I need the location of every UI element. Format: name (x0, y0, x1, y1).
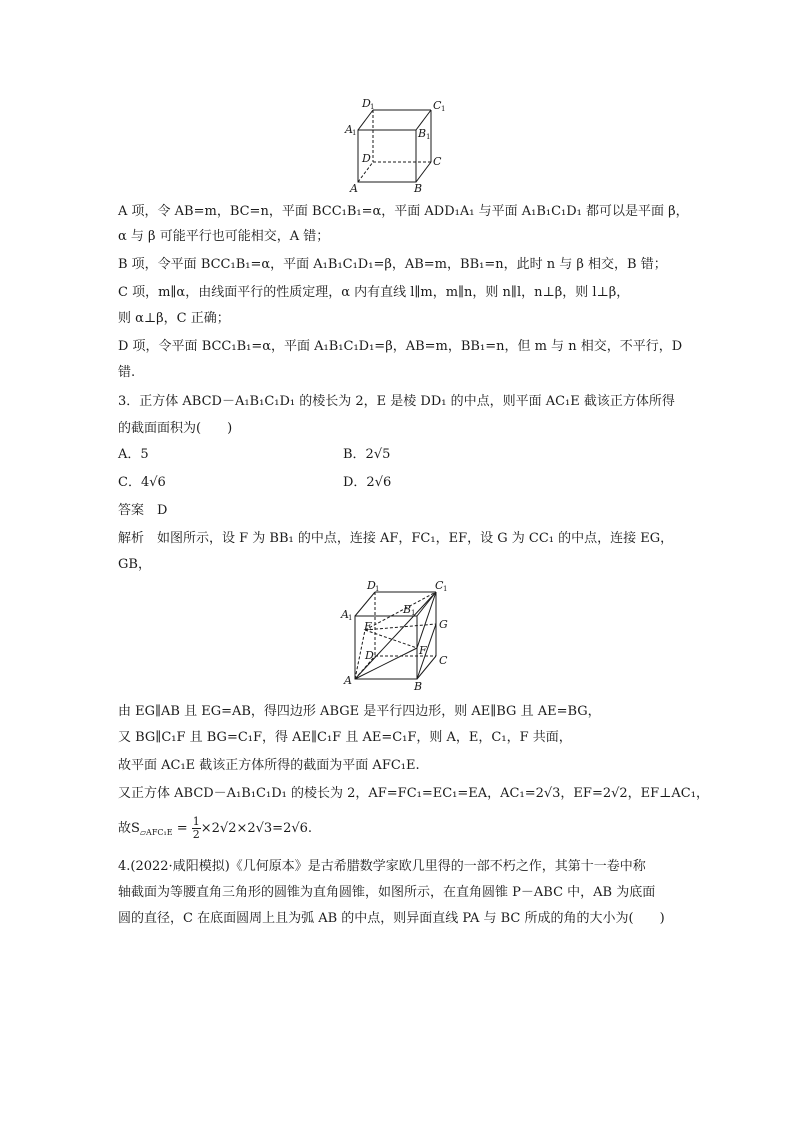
figure-box (340, 95, 460, 195)
explanation-line-1: 解析 如图所示，设 F 为 BB₁ 的中点，连接 AF，FC₁，EF，设 G 为 CC₁ 的中点，连接 EG， (118, 531, 674, 546)
question4-line-1: 4.(2022·咸阳模拟)《几何原本》是古希腊数学家欧几里得的一部不朽之作，其第十一卷中称 (118, 859, 646, 874)
label2-d: D (365, 649, 374, 662)
label2-c1: C (435, 579, 444, 592)
label2-a1: A (341, 608, 349, 621)
svg-text:1: 1 (441, 105, 446, 113)
option-a: A．5 (118, 447, 149, 462)
option-d: D．2√6 (343, 475, 392, 490)
analysis-line-4: C 项，m∥α，由线面平行的性质定理，α 内有直线 l∥m，m∥n，则 n∥l，n⊥β，则 l⊥β， (118, 285, 630, 300)
label-c1: C (433, 99, 442, 112)
explanation-line-2: GB， (118, 557, 151, 572)
analysis-line-5: 则 α⊥β，C 正确； (118, 311, 230, 326)
label-b: B (414, 182, 423, 195)
solution-line-2: 又 BG∥C₁F 且 BG=C₁F，得 AE∥C₁F 且 AE=C₁F，则 A，E，C₁，F 共面， (118, 730, 572, 745)
label-a1: A (345, 123, 353, 136)
label2-f: F (419, 644, 427, 657)
question3-stem-2: 的截面面积为( ) (118, 421, 233, 436)
label2-g: G (439, 618, 448, 631)
analysis-line-6: D 项，令平面 BCC₁B₁=α，平面 A₁B₁C₁D₁=β，AB=m，BB₁=n，但 m 与 n 相交，不平行，D (118, 339, 683, 354)
solution-line-5: 故$S_{▱AFC_1E}$ = $\frac{1}{2}$ ×2√2×2√3=2√6. (118, 815, 313, 841)
question4-line-3: 圆的直径，C 在底面圆周上且为弧 AB 的中点，则异面直线 PA 与 BC 所成的角的大小为( ) (118, 911, 665, 926)
svg-text:1: 1 (370, 103, 375, 111)
analysis-line-2: α 与 β 可能平行也可能相交，A 错； (118, 229, 330, 244)
solution-line-4: 又正方体 ABCD－A₁B₁C₁D₁ 的棱长为 2，AF=FC₁=EC₁=EA，AC₁=2√3，EF=2√2，EF⊥AC₁， (118, 786, 709, 801)
label2-b1: B (403, 603, 412, 616)
label2-d1: D (367, 579, 376, 592)
svg-text:1: 1 (411, 609, 416, 617)
label-d1: D (362, 97, 371, 110)
label2-a: A (344, 674, 352, 687)
label2-e: E (364, 620, 373, 633)
analysis-line-7: 错. (118, 365, 136, 380)
analysis-line-3: B 项，令平面 BCC₁B₁=α，平面 A₁B₁C₁D₁=β，AB=m，BB₁=n，此时 n 与 β 相交，B 错； (118, 257, 667, 272)
svg-text:1: 1 (426, 133, 431, 141)
question3-stem-1: 3．正方体 ABCD－A₁B₁C₁D₁ 的棱长为 2，E 是棱 DD₁ 的中点，则平面 AC₁E 截该正方体所得 (118, 394, 675, 409)
solution-line-1: 由 EG∥AB 且 EG=AB，得四边形 ABGE 是平行四边形，则 AE∥BG 且 AE=BG， (118, 704, 601, 719)
option-b: B．2√5 (343, 447, 391, 462)
svg-text:1: 1 (348, 614, 353, 622)
label-d: D (362, 152, 371, 165)
svg-text:1: 1 (375, 585, 380, 593)
svg-text:1: 1 (443, 585, 448, 593)
figure-cube-section (335, 578, 465, 698)
label-c: C (433, 155, 442, 168)
analysis-line-1: A 项，令 AB=m，BC=n，平面 BCC₁B₁=α，平面 ADD₁A₁ 与平面 A₁B₁C₁D₁ 都可以是平面 β， (118, 204, 689, 219)
svg-text:1: 1 (352, 129, 357, 137)
answer-line: 答案 D (118, 503, 168, 518)
question4-line-2: 轴截面为等腰直角三角形的圆锥为直角圆锥，如图所示，在直角圆锥 P－ABC 中，AB 为底面 (118, 885, 656, 900)
label2-c: C (439, 654, 448, 667)
label-b1: B (418, 127, 427, 140)
option-c: C．4√6 (118, 475, 166, 490)
label2-b: B (414, 680, 423, 693)
solution-line-3: 故平面 AC₁E 截该正方体所得的截面为平面 AFC₁E. (118, 758, 420, 773)
label-a: A (350, 182, 358, 195)
